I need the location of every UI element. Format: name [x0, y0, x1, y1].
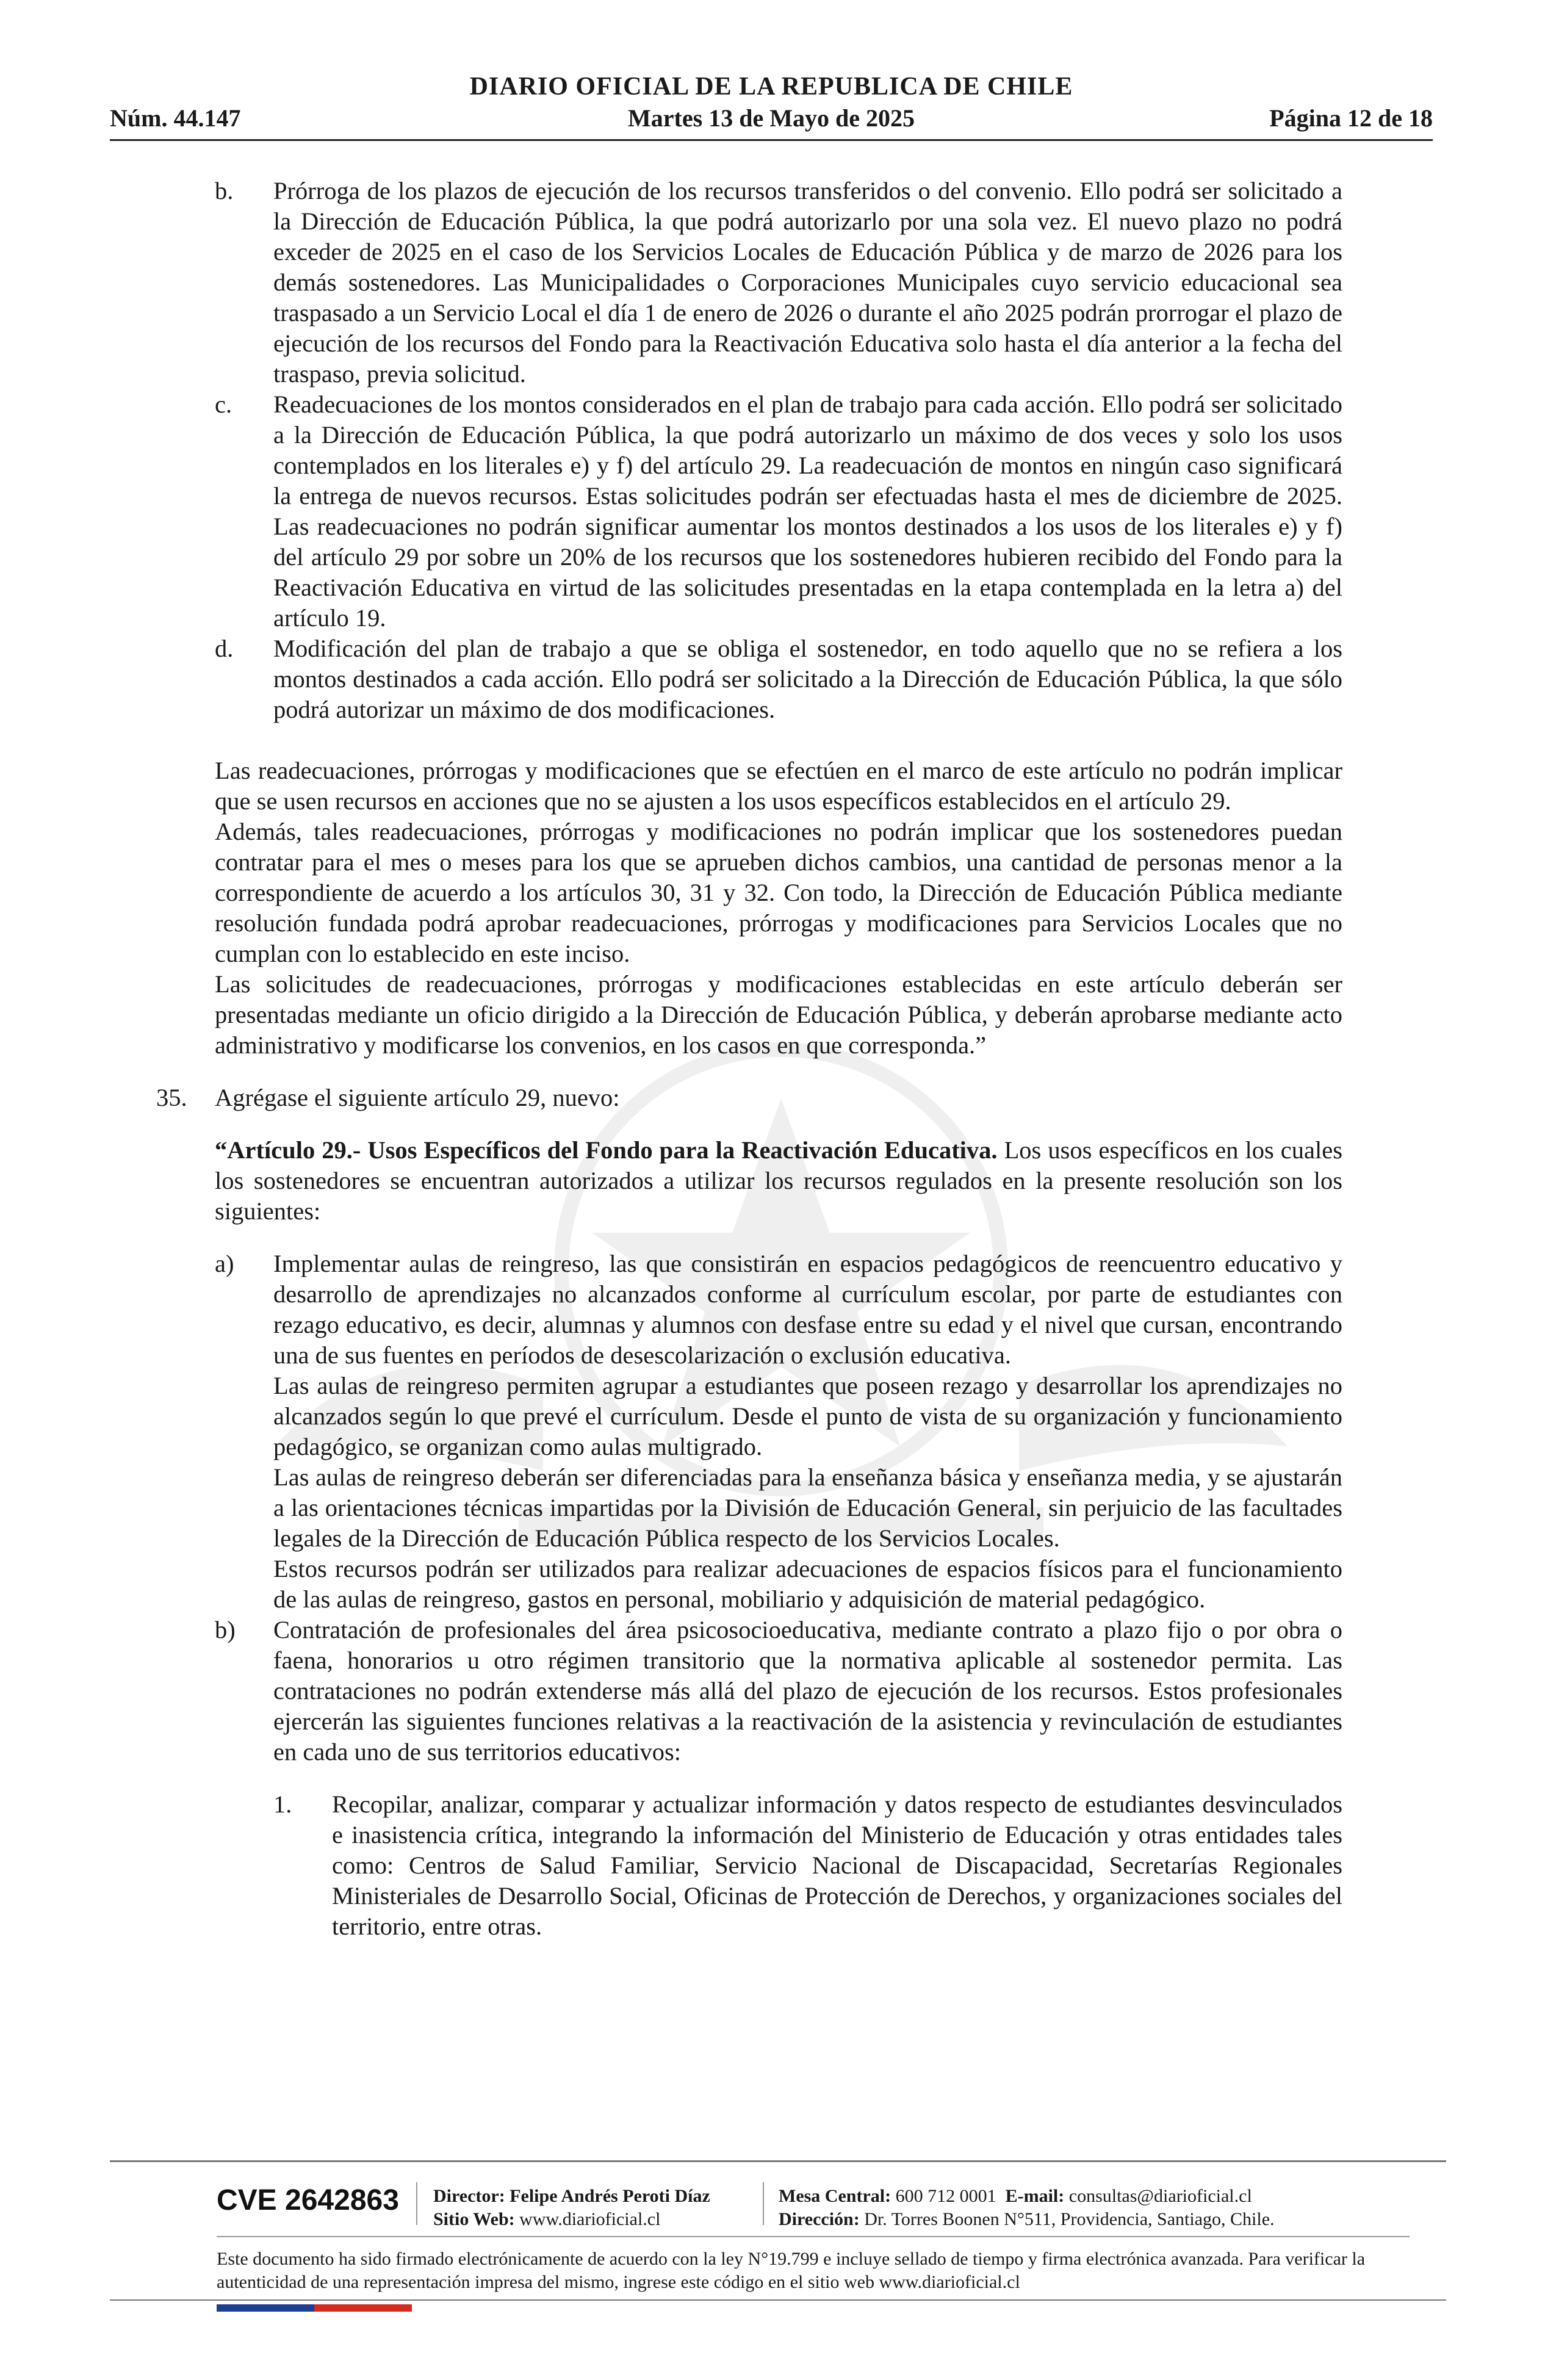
address-value: Dr. Torres Boonen N°511, Providencia, Santiago, Chile.	[864, 2209, 1275, 2229]
mesa-label: Mesa Central:	[779, 2186, 891, 2206]
director-name: Felipe Andrés Peroti Díaz	[510, 2186, 710, 2206]
item-a-paragraph: Las aulas de reingreso deberán ser diferenciadas para la enseñanza básica y enseñanza media, y se ajustarán a las orientaciones técnicas impartidas por la División de Educación General, sin perjuicio de las facultades legales de la Dirección de Educación Pública respecto de los Servicios Locales.	[273, 1463, 1342, 1552]
paragraph-solicitudes: Las solicitudes de readecuaciones, prórrogas y modificaciones establecidas en este artículo deberán ser presentadas mediante un oficio dirigido a la Dirección de Educación Pública, y deberán aprobarse mediante acto administrativo y modificarse los convenios, en los casos en que corresponda.”	[215, 970, 1342, 1059]
site-label: Sitio Web:	[433, 2209, 515, 2229]
item-a-paragraph: Las aulas de reingreso permiten agrupar a estudiantes que poseen rezago y desarrollar los aprendizajes no alcanzados según lo que prevé el currículum. Desde el punto de vista de su organización y funcionamiento pedagógico, se organizan como aulas multigrado.	[273, 1372, 1342, 1460]
list-marker: b)	[215, 1616, 236, 1643]
item-a-paragraph: Implementar aulas de reingreso, las que consistirán en espacios pedagógicos de reencuentro educativo y desarrollo de aprendizajes no alcanzados conforme al currículum escolar, por parte de estudiantes con rezago educativo, es decir, alumnas y alumnos con desfase entre su edad y el nivel que cursan, encontrando una de sus fuentes en períodos de desescolarización o exclusión educativa.	[273, 1250, 1342, 1369]
issue-date: Martes 13 de Mayo de 2025	[628, 104, 915, 132]
function-item-text: Recopilar, analizar, comparar y actualizar información y datos respecto de estudiantes desvinculados e inasistencia crítica, integrando la información del Ministerio de Educación y otras entidades tales como: Centros de Salud Familiar, Servicio Nacional de Discapacidad, Secretarías Regionales Ministeriales de Desarrollo Social, Oficinas de Protección de Derechos, y organizaciones sociales del territorio, entre otras.	[332, 1790, 1342, 1940]
item-b-text: Contratación de profesionales del área psicosocioeducativa, mediante contrato a plazo fijo o por obra o faena, honorarios u otro régimen transitorio que la normativa aplicable al sostenedor permita. Las contrataciones no podrán extenderse más allá del plazo de ejecución de los recursos. Estos profesionales ejercerán las siguientes funciones relativas a la reactivación de la asistencia y revinculación de estudiantes en cada uno de sus territorios educativos:	[273, 1616, 1342, 1765]
list-item-d	[215, 633, 1342, 725]
list-item-text: Modificación del plan de trabajo a que se obliga el sostenedor, en todo aquello que no se refiera a los montos destinados a cada acción. Ello podrá ser solicitado a la Dirección de Educación Pública, la que sólo podrá autorizar un máximo de dos modificaciones.	[273, 635, 1342, 723]
email-link[interactable]: consultas@diarioficial.cl	[1068, 2186, 1252, 2206]
use-item-a	[215, 1249, 1342, 1615]
list-item-text: Prórroga de los plazos de ejecución de los recursos transferidos o del convenio. Ello podrá ser solicitado a la Dirección de Educación Pública, la que podrá autorizarlo por una sola vez. El nuevo plazo no podrá exceder de 2025 en el caso de los Servicios Locales de Educación Pública y de marzo de 2026 para los demás sostenedores. Las Municipalidades o Corporaciones Municipales cuyo servicio educacional sea traspasado a un Servicio Local el día 1 de enero de 2026 o durante el año 2025 podrán prorrogar el plazo de ejecución de los recursos del Fondo para la Reactivación Educativa solo hasta el día anterior a la fecha del traspaso, previa solicitud.	[273, 177, 1342, 388]
paragraph-ademas: Además, tales readecuaciones, prórrogas y modificaciones no podrán implicar que los sostenedores puedan contratar para el mes o meses para los que se aprueben dichos cambios, una cantidad de personas menor a la correspondiente de acuerdo a los artículos 30, 31 y 32. Con todo, la Dirección de Educación Pública mediante resolución fundada podrá aprobar readecuaciones, prórrogas y modificaciones para Servicios Locales que no cumplan con lo establecido en este inciso.	[215, 818, 1342, 967]
spacer	[215, 1061, 1342, 1083]
page-footer	[110, 2160, 1446, 2343]
mesa-phone: 600 712 0001	[895, 2186, 996, 2206]
article-heading: “Artículo 29.- Usos Específicos del Fondo para la Reactivación Educativa.	[215, 1136, 998, 1164]
director-label: Director:	[433, 2186, 505, 2206]
article-29-paragraph	[215, 1135, 1342, 1227]
footer-separator	[416, 2182, 417, 2225]
footer-divider	[217, 2236, 1410, 2237]
article-intro: Los usos específicos en los cuales los sostenedores se encuentran autorizados a utilizar los recursos regulados en la presente resolución son los siguientes:	[215, 1136, 1342, 1225]
item-35-text: Agrégase el siguiente artículo 29, nuevo:	[215, 1084, 620, 1111]
footer-divider	[110, 2299, 1446, 2301]
paragraph-readecuaciones: Las readecuaciones, prórrogas y modificaciones que se efectúen en el marco de este artículo no podrán implicar que se usen recursos en acciones que no se ajusten a los usos específicos establecidos en el artículo 29.	[215, 757, 1342, 815]
contact-info	[779, 2185, 1275, 2231]
cve-code: CVE 2642863	[217, 2184, 399, 2216]
item-a-paragraph: Estos recursos podrán ser utilizados para realizar adecuaciones de espacios físicos para el funcionamiento de las aulas de reingreso, gastos en personal, mobiliario y adquisición de material pedagógico.	[273, 1555, 1342, 1613]
director-info	[433, 2185, 710, 2231]
use-item-b	[215, 1615, 1342, 1767]
flag-stripe-blue	[217, 2304, 314, 2312]
spacer	[215, 1227, 1342, 1249]
list-marker: a)	[215, 1250, 234, 1277]
spacer	[215, 1767, 1342, 1789]
document-body	[156, 176, 1342, 1942]
numbered-item-35	[156, 1083, 1342, 1113]
list-item-text: Readecuaciones de los montos considerados en el plan de trabajo para cada acción. Ello podrá ser solicitado a la Dirección de Educación Pública, la que podrá autorizarlo un máximo de dos veces y solo los usos contemplados en los literales e) y f) del artículo 29. La readecuación de montos en ningún caso significará la entrega de nuevos recursos. Estas solicitudes podrán ser efectuadas hasta el mes de diciembre de 2025. Las readecuaciones no podrán significar aumentar los montos destinados a los usos de los literales e) y f) del artículo 29 por sobre un 20% de los recursos que los sostenedores hubieren recibido del Fondo para la Reactivación Educativa en virtud de las solicitudes presentadas en la etapa contemplada en la letra a) del artículo 19.	[273, 391, 1342, 632]
address-label: Dirección:	[779, 2209, 860, 2229]
email-label: E-mail:	[1005, 2186, 1065, 2206]
flag-stripe-red	[314, 2304, 412, 2312]
spacer	[215, 725, 1342, 755]
spacer	[215, 1113, 1342, 1135]
footer-separator	[763, 2182, 764, 2225]
list-item-c	[215, 389, 1342, 633]
list-marker: d.	[215, 635, 234, 662]
header-divider	[110, 139, 1433, 141]
list-marker: c.	[215, 391, 232, 418]
issue-number: Núm. 44.147	[110, 104, 241, 132]
list-marker: b.	[215, 177, 234, 204]
list-item-b	[215, 176, 1342, 389]
item-number: 35.	[156, 1084, 187, 1111]
page-header	[110, 72, 1433, 145]
legal-notice: Este documento ha sido firmado electrónicamente de acuerdo con la ley N°19.799 e incluye sellado de tiempo y firma electrónica avanzada. Para verificar la autenticidad de una representación impresa del mismo, ingrese este código en el sitio web www.diarioficial.cl	[217, 2249, 1366, 2292]
publication-title: DIARIO OFICIAL DE LA REPUBLICA DE CHILE	[469, 73, 1073, 101]
list-marker: 1.	[273, 1790, 292, 1818]
site-link[interactable]: www.diarioficial.cl	[519, 2209, 661, 2229]
page-number: Página 12 de 18	[1269, 104, 1433, 132]
function-list	[215, 1789, 1342, 1942]
function-item-1	[273, 1789, 1342, 1942]
footer-divider	[110, 2160, 1446, 2162]
